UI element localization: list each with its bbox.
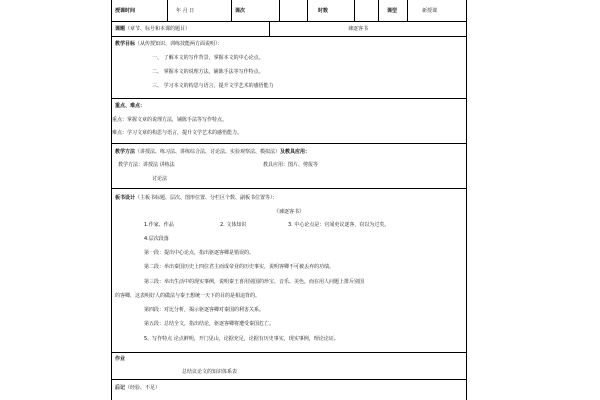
methods-section (112, 144, 466, 189)
hours-value (355, 0, 379, 21)
methods-label: 教学方法 (115, 149, 136, 155)
afterword-section (112, 380, 466, 400)
topic-label-cell (112, 22, 270, 36)
objectives-section (112, 37, 466, 99)
paragraph-line: 的客卿，这表明好人的做法与秦王想统一天下的目的是相违背的。 (115, 293, 261, 299)
type-label: 课型 (379, 0, 408, 21)
discussion-text: 讨论法 (152, 176, 168, 182)
methods-text: 教学方法：讲授法 讲练法 (118, 162, 175, 168)
difficult-point: 难点：学习文章的构思与语言，提升文学艺术的感悟能力。 (112, 130, 243, 136)
header-row (112, 0, 466, 22)
afterword-label: 后记 (115, 385, 126, 391)
period-label: 课次 (232, 0, 280, 21)
board-title: 《谏逐客书》 (274, 209, 305, 215)
keypoints-section (112, 99, 466, 144)
topic-value: 谏逐客书 (348, 26, 369, 32)
keypoints-label: 重点、难点： (115, 103, 146, 109)
date-field: 年 月 日 (168, 0, 232, 21)
topic-label: 课题 (115, 26, 126, 32)
methods-hint: （讲授法、练习法、讲练综合法、讨论法、实验观察法、模拟法） (135, 149, 281, 155)
homework-section (112, 353, 466, 380)
objectives-hint: （从传授知识、训练技能两方面说明）： (135, 41, 223, 47)
board-label: 板书设计 (115, 195, 136, 201)
board-section (112, 189, 466, 353)
topic-hint: （章节、标号和本课的题目） (125, 26, 191, 32)
paragraph-line: 第三段：举出生活中的现实事例，说明秦王喜用别国的珍宝、音乐、美色，而在用人问题上排斥别国 (144, 279, 365, 285)
board-hint: （主板书标题、层次、图形位置、分栏区个数、副板书位置等）： (135, 195, 278, 201)
key-point: 重点：掌握文章的说理方法，铺陈手法等写作特点。 (112, 117, 228, 123)
objective-item: 二、 掌握本文的说理方法，铺陈手法等写作特点。 (152, 69, 264, 75)
time-label: 授课时间 (112, 0, 168, 21)
objective-item: 三、 学习本文的构思与语言，提升文学艺术的感悟能力 (152, 83, 274, 89)
type-value: 新授课 (422, 7, 438, 14)
board-line-features: 5、写作特点 论点鲜明，开门见山，论据充足，论据有历史事实，现实事例，理论论证。 (144, 336, 339, 342)
afterword-hint: （经验、不足） (125, 385, 161, 391)
paragraph-line: 第五段：总结全文，指出结论，驱逐客卿将遭受秦国危亡。 (144, 321, 275, 327)
board-line-author: 1.作家、作品 (144, 222, 174, 228)
board-line-structure: 4.层次段落 (144, 236, 169, 242)
paragraph-line: 第二段：举出秦国历史上四位君主而成帝业的历史事实，说明客卿不可被丢弃的功绩。 (144, 264, 335, 270)
period-value (280, 0, 308, 21)
objectives-label: 教学目标 (115, 41, 136, 47)
lesson-plan-form (111, 0, 467, 400)
topic-row (112, 22, 466, 37)
objective-item: 一、 了解本文的写作背景，掌握本文的中心论点。 (152, 55, 264, 61)
board-line-genre: 2. 文体知识 (220, 222, 247, 228)
hours-label: 时数 (308, 0, 355, 21)
homework-value: 总结议论文的知识体系表 (182, 369, 238, 375)
paragraph-line: 第四段：对比分析，揭示驱逐客卿对秦国的利害关系。 (144, 307, 265, 313)
tools-text: 教具应用：图片、剪报等 (263, 162, 319, 168)
paragraph-line: 第一段：提出中心论点，指出驱逐客卿是错误的。 (144, 250, 255, 256)
homework-label: 作业 (115, 356, 126, 362)
methods-label-2: 及教具应用： (280, 149, 311, 155)
board-line-thesis: 3. 中心论点是：官闻吏议逐客，窃以为过矣。 (288, 222, 390, 228)
